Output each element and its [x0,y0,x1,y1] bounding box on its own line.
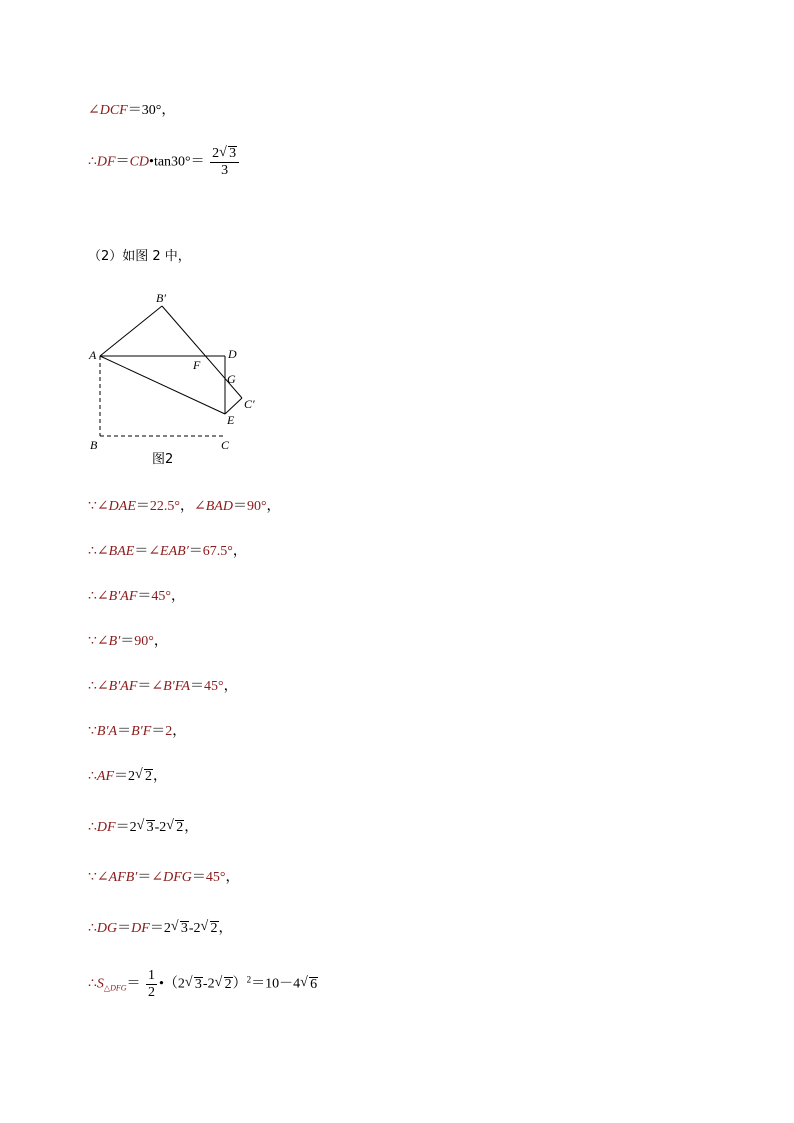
part-2-heading: （2）如图 2 中， [88,249,191,264]
label-g: G [227,372,236,386]
step-9: ∵∠AFB′＝∠DFG＝45°， [88,870,240,885]
step-7: ∴AF＝2 √ 2， [88,767,168,784]
line-angle-dcf: ∠DCF＝30°， [88,103,176,118]
label-d: D [228,347,237,361]
line-df-equation: ∴DF＝CD•tan30°＝ 2 √ 3 3 [88,146,241,179]
label-e: E [227,413,235,427]
step-6: ∵B′A＝B′F＝2， [88,724,187,739]
figure-caption: 图2 [152,452,174,466]
label-c-prime: C′ [244,397,255,411]
step-11-area: $\therefore S_{\triangle DFG}=$ $\frac{1}{2}$ •（2 √ 3-2 √ 2）$^2$＝10－4 √ 6 [88,968,318,1000]
sqrt-2: √ 2 [135,767,153,784]
step-4: ∵∠B′＝90°， [88,634,168,649]
step-5: ∴∠B′AF＝∠B′FA＝45°， [88,679,238,694]
fraction-one-half: $\frac{1}{2}$ [148,968,156,1000]
label-b-prime: B′ [156,291,166,305]
step-2: ∴∠BAE＝∠EAB′＝67.5°， [88,544,247,559]
segment-c-prime-e [225,398,242,414]
segment-ab-prime [100,306,162,356]
step-8: ∴DF＝2 √ 3-2 √ 2， [88,818,199,835]
figure-2-diagram [86,286,266,466]
step-3: ∴∠B′AF＝45°， [88,589,185,604]
fraction-2sqrt3-over-3: 2 √ 3 3 [210,146,239,179]
label-f: F [193,358,201,372]
step-1: ∵∠DAE＝22.5°，∠BAD＝90°， [88,499,281,514]
step-10: ∴DG＝DF＝2 √ 3-2 √ 2， [88,919,233,936]
angle-dcf: ∠DCF [88,103,128,118]
label-a: A [89,348,97,362]
label-b: B [90,438,98,452]
label-c: C [221,438,230,452]
segment-ae [100,356,225,414]
